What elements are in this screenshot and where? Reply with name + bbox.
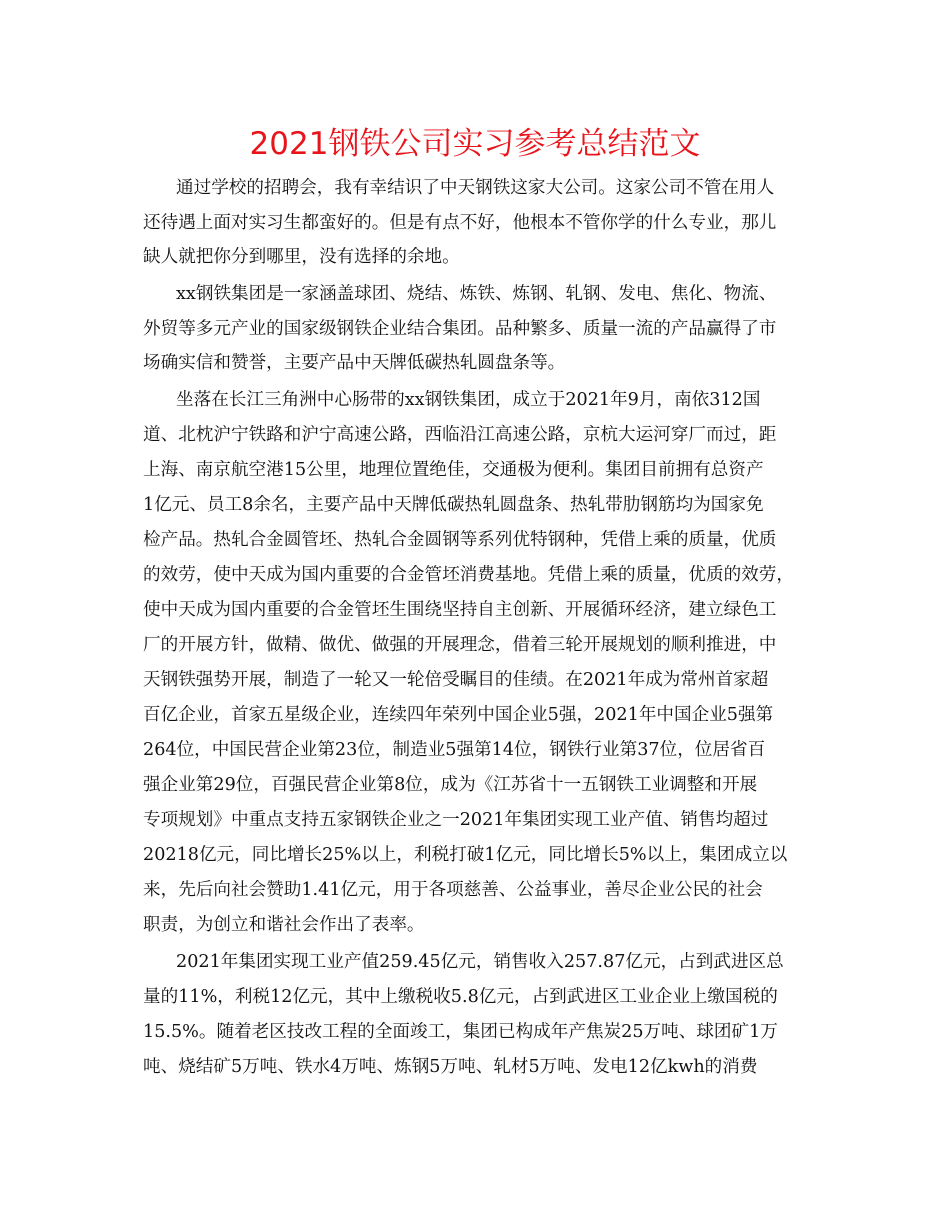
text-line: 2021年集团实现工业产值259.45亿元，销售收入257.87亿元，占到武进区总 <box>176 952 784 972</box>
text-line: 坐落在长江三角洲中心肠带的xx钢铁集团，成立于2021年9月，南依312国 <box>176 390 761 410</box>
text-line: 还待遇上面对实习生都蛮好的。但是有点不好，他根本不管你学的什么专业，那儿 <box>143 213 777 233</box>
text-line: 上海、南京航空港15公里，地理位置绝佳，交通极为便利。集团目前拥有总资产 <box>143 460 764 480</box>
text-line: 来，先后向社会赞助1.41亿元，用于各项慈善、公益事业，善尽企业公民的社会 <box>143 880 763 900</box>
text-line: 1亿元、员工8余名，主要产品中天牌低碳热轧圆盘条、热轧带肋钢筋均为国家免 <box>143 495 764 515</box>
text-line: 职责，为创立和谐社会作出了表率。 <box>143 915 425 935</box>
text-line: 15.5%。随着老区技改工程的全面竣工，集团已构成年产焦炭25万吨、球团矿1万 <box>143 1022 778 1042</box>
text-line: 厂的开展方针，做精、做优、做强的开展理念，借着三轮开展规划的顺利推进，中 <box>143 635 777 655</box>
text-line: 专项规划》中重点支持五家钢铁企业之一2021年集团实现工业产值、销售均超过 <box>143 810 769 830</box>
text-line: 缺人就把你分到哪里，没有选择的余地。 <box>143 247 460 267</box>
text-line: 外贸等多元产业的国家级钢铁企业结合集团。品种繁多、质量一流的产品赢得了市 <box>143 319 777 339</box>
text-line: xx钢铁集团是一家涵盖球团、烧结、炼铁、炼钢、轧钢、发电、焦化、物流、 <box>176 284 777 304</box>
text-line: 量的11%，利税12亿元，其中上缴税收5.8亿元，占到武进区工业企业上缴国税的 <box>143 987 778 1007</box>
text-line: 264位，中国民营企业第23位，制造业5强第14位，钢铁行业第37位，位居省百 <box>143 740 766 760</box>
text-line: 场确实信和赞誉，主要产品中天牌低碳热轧圆盘条等。 <box>143 353 566 373</box>
text-line: 使中天成为国内重要的合金管坯生围绕坚持自主创新、开展循环经济，建立绿色工 <box>143 600 777 620</box>
text-line: 强企业第29位，百强民营企业第8位，成为《江苏省十一五钢铁工业调整和开展 <box>143 775 758 795</box>
text-line: 吨、烧结矿5万吨、铁水4万吨、炼钢5万吨、轧材5万吨、发电12亿kwh的消费 <box>143 1057 758 1077</box>
text-line: 20218亿元，同比增长25%以上，利税打破1亿元，同比增长5%以上，集团成立以 <box>143 845 788 865</box>
text-line: 天钢铁强势开展，制造了一轮又一轮倍受瞩目的佳绩。在2021年成为常州首家超 <box>143 670 769 690</box>
text-line: 百亿企业，首家五星级企业，连续四年荣列中国企业5强，2021年中国企业5强第 <box>143 705 774 725</box>
text-line: 道、北枕沪宁铁路和沪宁高速公路，西临沿江高速公路，京杭大运河穿厂而过，距 <box>143 425 777 445</box>
text-line: 通过学校的招聘会，我有幸结识了中天钢铁这家大公司。这家公司不管在用人 <box>176 178 775 198</box>
text-line: 的效劳，使中天成为国内重要的合金管坯消费基地。凭借上乘的质量，优质的效劳， <box>143 565 794 585</box>
text-line: 检产品。热轧合金圆管坯、热轧合金圆钢等系列优特钢种，凭借上乘的质量，优质 <box>143 530 777 550</box>
document-title: 2021钢铁公司实习参考总结范文 <box>249 126 701 162</box>
